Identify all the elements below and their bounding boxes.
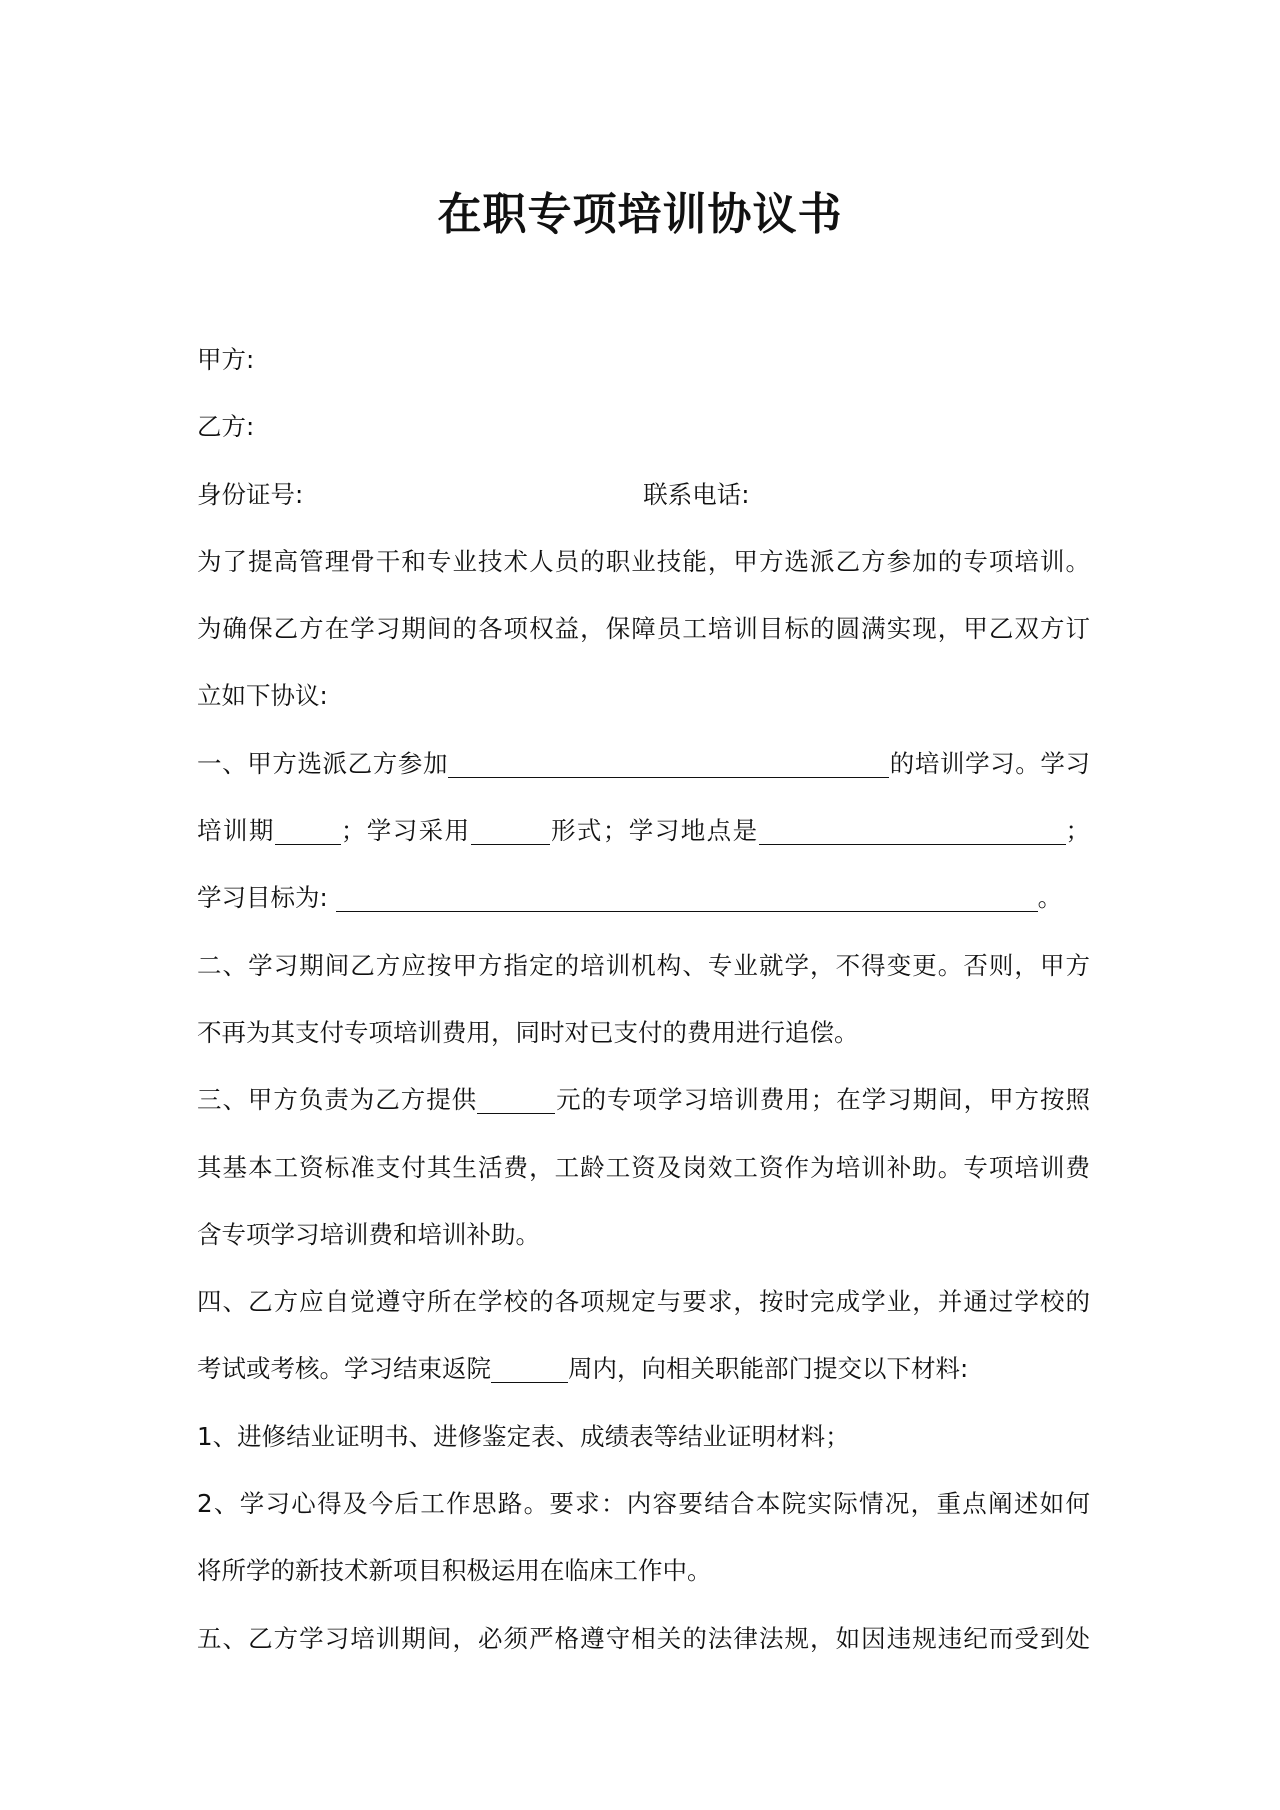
fee-amount-blank[interactable] — [477, 1089, 555, 1114]
study-goal-blank[interactable] — [336, 887, 1038, 912]
text: ； — [1065, 816, 1091, 846]
clause-4-item-2: 2、学习心得及今后工作思路。要求：内容要结合本院实际情况，重点阐述如何 — [197, 1489, 1090, 1519]
clause-4-line: 四、乙方应自觉遵守所在学校的各项规定与要求，按时完成学业，并通过学校的 — [197, 1287, 1090, 1317]
text: ；学习采用 — [340, 816, 471, 846]
intro-line: 为确保乙方在学习期间的各项权益，保障员工培训目标的圆满实现，甲乙双方订 — [197, 614, 1090, 644]
text: 考试或考核。学习结束返院 — [197, 1354, 491, 1384]
clause-1-line — [197, 864, 1090, 931]
text: 元的专项学习培训费用；在学习期间，甲方按照 — [555, 1085, 1090, 1115]
text: 三、甲方负责为乙方提供 — [197, 1085, 478, 1115]
text: 培训期 — [197, 816, 275, 846]
clause-4-item-2: 将所学的新技术新项目积极运用在临床工作中。 — [197, 1556, 712, 1586]
study-location-blank[interactable] — [759, 820, 1066, 845]
clause-4-item-1: 1、进修结业证明书、进修鉴定表、成绩表等结业证明材料； — [197, 1421, 850, 1451]
clause-3-line — [197, 1066, 1090, 1133]
weeks-blank[interactable] — [491, 1358, 568, 1383]
clause-2-line: 二、学习期间乙方应按甲方指定的培训机构、专业就学，不得变更。否则，甲方 — [197, 950, 1090, 980]
clause-3-line: 其基本工资标准支付其生活费，工龄工资及岗效工资作为培训补助。专项培训费 — [197, 1152, 1090, 1182]
text: 周内，向相关职能部门提交以下材料: — [568, 1354, 969, 1384]
text: 一、甲方选派乙方参加 — [197, 748, 449, 778]
clause-1-line — [197, 730, 1090, 797]
intro-line: 为了提高管理骨干和专业技术人员的职业技能，甲方选派乙方参加的专项培训。 — [197, 546, 1090, 576]
phone-label: 联系电话: — [643, 479, 750, 509]
party-b-line: 乙方: — [197, 412, 255, 442]
id-phone-line — [197, 461, 1090, 528]
text: 。 — [1037, 883, 1063, 913]
party-a-line: 甲方: — [197, 345, 255, 374]
text: 的培训学习。学习 — [889, 748, 1091, 778]
document-body — [197, 326, 1090, 1672]
study-form-blank[interactable] — [471, 820, 550, 845]
id-label: 身份证号: — [197, 479, 304, 509]
document-title: 在职专项培训协议书 — [437, 189, 843, 240]
clause-1-line — [197, 797, 1090, 864]
text: 学习目标为: — [197, 883, 328, 913]
clause-4-line — [197, 1335, 1090, 1402]
clause-2-line: 不再为其支付专项培训费用，同时对已支付的费用进行追偿。 — [197, 1017, 859, 1047]
text: 形式；学习地点是 — [549, 816, 759, 846]
clause-3-line: 含专项学习培训费和培训补助。 — [197, 1219, 540, 1249]
clause-5-line: 五、乙方学习培训期间，必须严格遵守相关的法律法规，如因违规违纪而受到处 — [197, 1623, 1090, 1653]
training-name-blank[interactable] — [448, 753, 889, 778]
intro-line: 立如下协议: — [197, 681, 328, 711]
training-period-blank[interactable] — [275, 820, 341, 845]
